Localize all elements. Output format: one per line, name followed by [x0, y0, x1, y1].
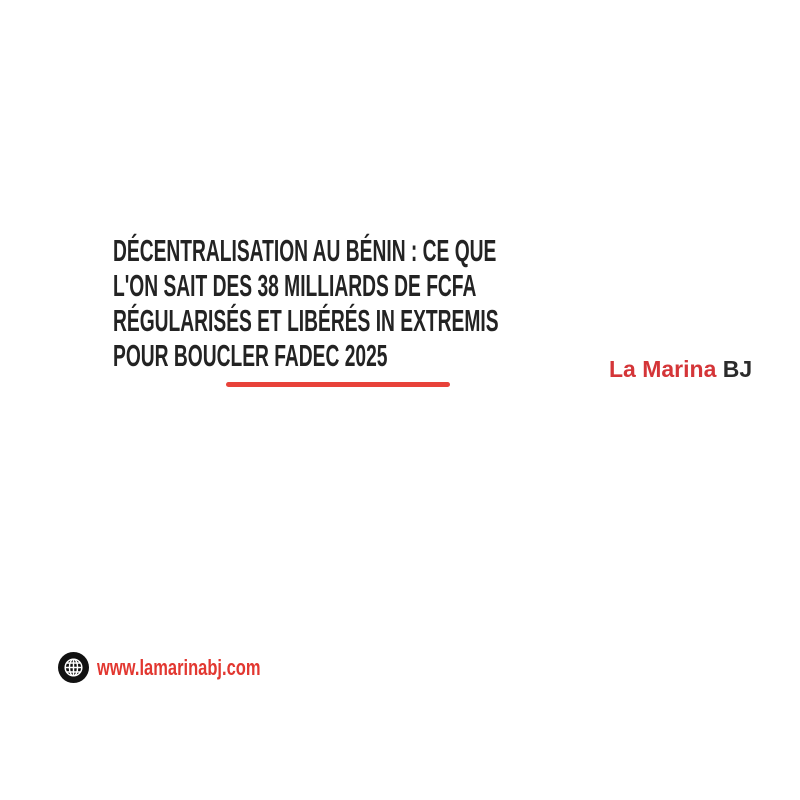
globe-icon: [58, 652, 89, 683]
headline-line: POUR BOUCLER FADEC 2025: [113, 338, 388, 373]
brand-logo: [609, 355, 752, 383]
brand-name-secondary: BJ: [722, 356, 753, 382]
brand-name-primary: La Marina: [609, 356, 717, 382]
headline-line: DÉCENTRALISATION AU BÉNIN : CE QUE: [113, 233, 497, 268]
headline-underline-accent: [226, 382, 450, 387]
headline-line: L'ON SAIT DES 38 MILLIARDS DE FCFA: [113, 268, 477, 303]
headline: [113, 233, 735, 373]
website-url: www.lamarinabj.com: [97, 654, 261, 680]
website-footer: [58, 652, 315, 683]
headline-line: RÉGULARISÉS ET LIBÉRÉS IN EXTREMIS: [113, 303, 499, 338]
